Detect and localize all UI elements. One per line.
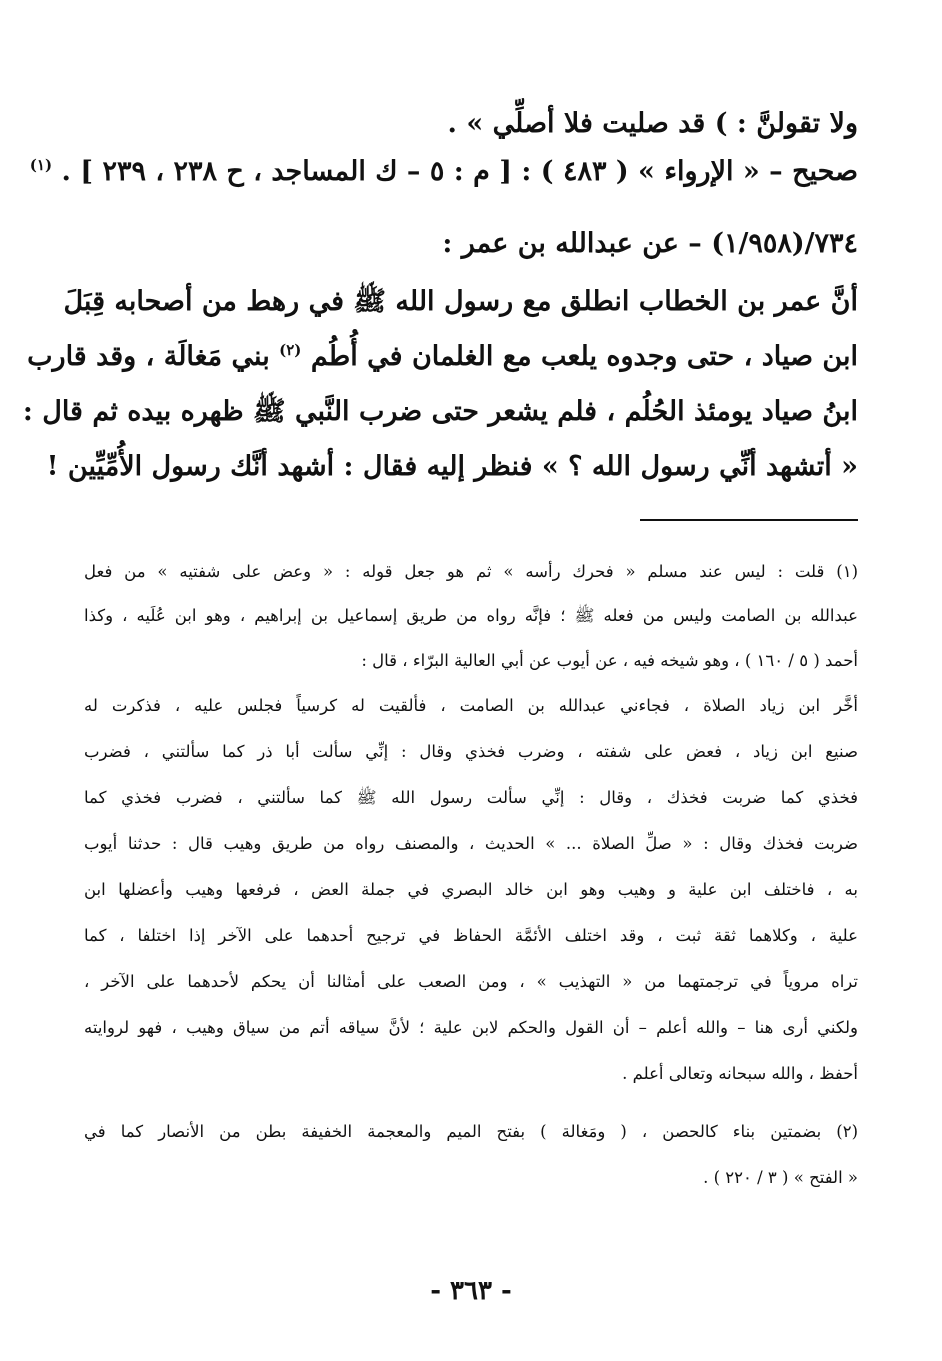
footnote-1-line-7: ضربت فخذك وقال : « صلِّ الصلاة ... » الحديث ، والمصنف رواه من طريق وهيب قال : حدثنا أيوب — [84, 834, 858, 853]
footnote-2-line-2: « الفتح » ( ٣ / ٢٢٠ ) . — [703, 1168, 858, 1187]
footnote-1-line-10: تراه مروياً في ترجمتهما من « التهذيب » ، ومن الصعب على أمثالنا أن يحكم لأحدهما على الآخر ، — [84, 972, 858, 991]
footnote-2-line-1: (٢) بضمتين بناء كالحصن ، ( ومَغالة ) بفتح الميم والمعجمة الخفيفة بطن من الأنصار كما في — [84, 1122, 858, 1141]
text-line-6: ابنُ صياد يومئذ الحُلُم ، فلم يشعر حتى ضرب النَّبي ﷺ ظهره بيده ثم قال : — [22, 396, 858, 427]
footnote-1-line-6: فخذي كما ضربت فخذك ، وقال : إنِّي سألت رسول الله ﷺ كما سألتني ، فضرب فخذي كما — [84, 788, 858, 807]
text-line-2 — [29, 150, 858, 198]
text-line-4: أنَّ عمر بن الخطاب انطلق مع رسول الله ﷺ في رهط من أصحابه قِبَلَ — [63, 286, 858, 317]
footnote-1-line-3: أحمد ( ٥ / ١٦٠ ) ، وهو شيخه فيه ، عن أيوب عن أبي العالية البرّاء ، قال : — [361, 651, 858, 670]
hadith-header: ٧٣٤/(١/٩٥٨) – عن عبدالله بن عمر : — [442, 228, 858, 259]
takhrij-text: صحيح – « الإرواء » ( ٤٨٣ ) : [ م : ٥ – ك المساجد ، ح ٢٣٨ ، ٢٣٩ ] . — [61, 156, 858, 187]
footnote-1-line-1: (١) قلت : ليس عند مسلم « فحرك رأسه » ثم هو جعل قوله : « وعض على شفتيه » من فعل — [84, 562, 858, 581]
footnote-1-line-9: علية ، وكلاهما ثقة ثبت ، وقد اختلف الأئمَّة الحفاظ في ترجيح أحدهما على الآخر إذا اختلفا ، كما — [84, 926, 858, 945]
footnote-separator — [640, 519, 858, 521]
footnote-ref-1: (١) — [29, 156, 53, 174]
footnote-1-line-5: صنيع ابن زياد ، فعض على شفته ، وضرب فخذي وقال : إنِّي سألت أبا ذر كما سألتني ، فضرب — [84, 742, 858, 761]
text-line-5-part-b: بني مَغالَة ، وقد قارب — [27, 341, 270, 372]
footnote-1-line-12: أحفظ ، والله سبحانه وتعالى أعلم . — [622, 1064, 858, 1083]
footnote-ref-2: (٢) — [279, 341, 302, 359]
text-line-1: ولا تقولنَّ : ) قد صليت فلا أصلِّي » . — [447, 108, 858, 139]
text-line-5-part-a: ابن صياد ، حتى وجدوه يلعب مع الغلمان في أُطُم — [310, 341, 858, 372]
page-number: - ٣٦٣ - — [430, 1276, 512, 1306]
footnote-1-line-2: عبدالله بن الصامت وليس من فعله ﷺ ؛ فإنَّه رواه من طريق إسماعيل بن إبراهيم ، وهو ابن عُلَيه ، وكذا — [84, 606, 858, 625]
footnote-1-line-8: به ، فاختلف ابن علية و وهيب وهو ابن خالد البصري في جملة العض ، فرفعها وهيب وأعضلها ابن — [84, 880, 858, 899]
footnote-1-line-4: أخَّر ابن زياد الصلاة ، فجاءني عبدالله بن الصامت ، فألقيت له كرسياً فجلس عليه ، فذكرت له — [84, 696, 858, 715]
text-line-5 — [27, 335, 858, 383]
footnote-1-line-11: ولكني أرى هنا – والله أعلم – أن القول والحكم لابن علية ؛ لأنَّ سياقه أتم من سياق وهيب ، فهو لروايته — [84, 1018, 858, 1037]
text-line-7: « أتشهد أنِّي رسول الله ؟ » فنظر إليه فقال : أشهد أنَّك رسول الأُمِّيِّين ! — [46, 451, 858, 482]
